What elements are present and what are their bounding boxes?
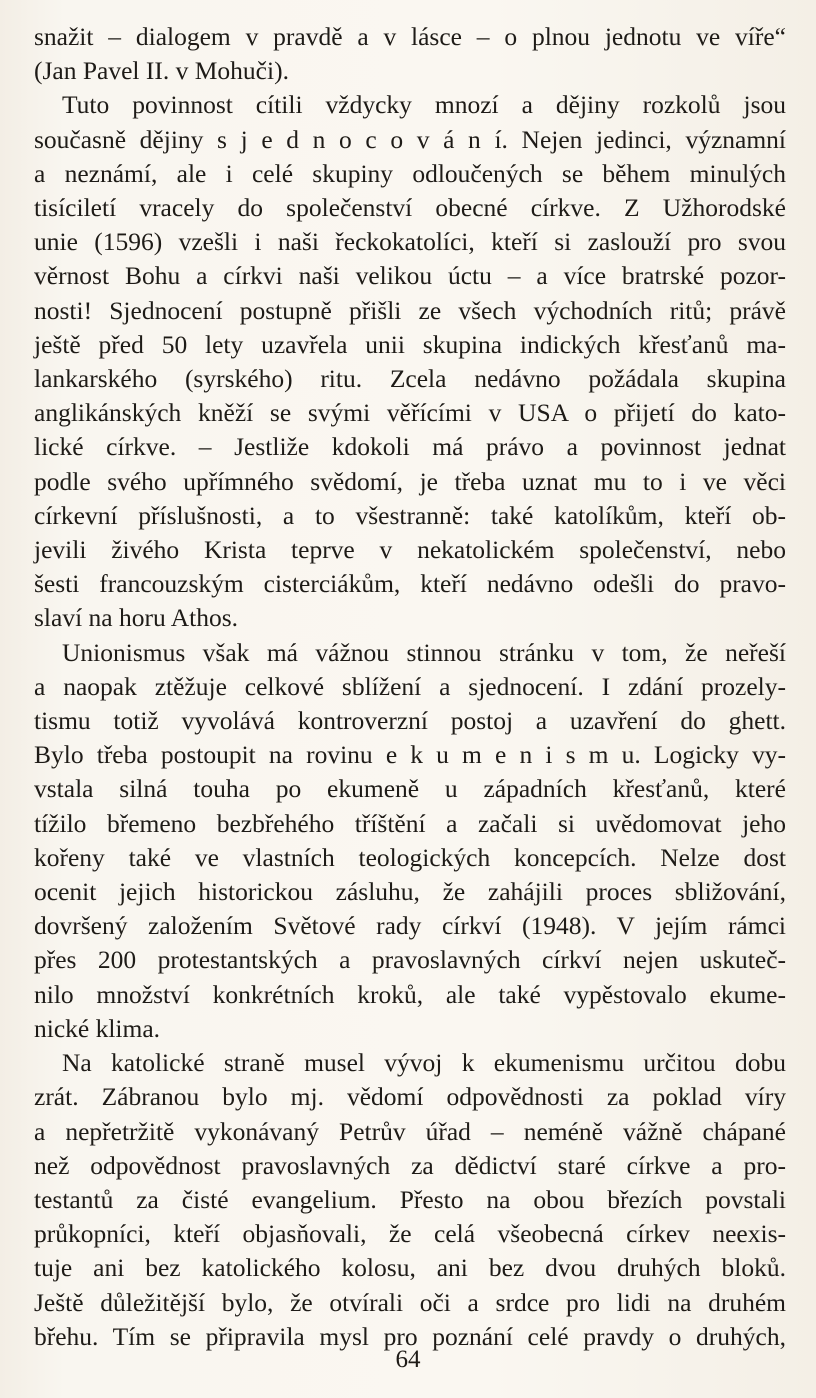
text-line: tížilo břemeno bezbřehého tříštění a začali si uvědomovat jeho [34, 808, 786, 838]
text-line: církevní příslušnosti, a to všestranně: také katolíkům, kteří ob- [34, 500, 786, 530]
text-line: nosti! Sjednocení postupně přišli ze všech východních ritů; právě [34, 295, 786, 325]
text-line: tisíciletí vracely do společenství obecné církve. Z Užhorodské [34, 193, 786, 223]
text-line: a nepřetržitě vykonávaný Petrův úřad – neméně vážně chápané [34, 1116, 786, 1146]
text-line: vstala silná touha po ekumeně u západních křesťanů, které [34, 774, 786, 804]
text-line: Tuto povinnost cítili vždycky mnozí a dějiny rozkolů jsou [62, 90, 786, 120]
text-line: ještě před 50 lety uzavřela unii skupina indických křesťanů ma- [34, 329, 786, 359]
text-line: věrnost Bohu a církvi naši velikou úctu – a více bratrské pozor- [34, 261, 786, 291]
text-line: unie (1596) vzešli i naši řeckokatolíci, kteří si zaslouží pro svou [34, 227, 786, 257]
text-line: průkopníci, kteří objasňovali, že celá všeobecná církev neexis- [34, 1219, 786, 1249]
text-line: tismu totiž vyvolává kontroverzní postoj a uzavření do ghett. [34, 706, 786, 736]
text-line: nilo množství konkrétních kroků, ale také vypěstovalo ekume- [34, 979, 786, 1009]
paragraph [34, 88, 786, 635]
text-line: Ještě důležitější bylo, že otvírali oči a srdce pro lidi na druhém [34, 1287, 786, 1317]
text-line: současně dějiny s j e d n o c o v á n í. Nejen jedinci, významní [34, 124, 786, 154]
text-line: a neznámí, ale i celé skupiny odloučených se během minulých [34, 158, 786, 188]
text-line: lické církve. – Jestliže kdokoli má právo a povinnost jednat [34, 432, 786, 462]
text-line: ocenit jejich historickou zásluhu, že zahájili proces sbližování, [34, 877, 786, 907]
text-line: šesti francouzským cisterciákům, kteří nedávno odešli do pravo- [34, 569, 786, 599]
text-line: Bylo třeba postoupit na rovinu e k u m e n i s m u. Logicky vy- [34, 740, 786, 770]
page-number: 64 [395, 1346, 421, 1373]
paragraph [34, 20, 786, 88]
text-line: snažit – dialogem v pravdě a v lásce – o plnou jednotu ve víře“ [34, 22, 786, 51]
paragraph [34, 1046, 786, 1354]
text-line: testantů za čisté evangelium. Přesto na obou březích povstali [34, 1184, 786, 1214]
text-line: jevili živého Krista teprve v nekatolickém společenství, nebo [34, 535, 786, 565]
text-line: Na katolické straně musel vývoj k ekumenismu určitou dobu [62, 1048, 786, 1078]
text-line: dovršený založením Světové rady církví (1948). V jejím rámci [34, 911, 786, 941]
paragraph [34, 636, 786, 1046]
text-line: než odpovědnost pravoslavných za dědictví staré církve a pro- [34, 1150, 786, 1180]
text-line: břehu. Tím se připravila mysl pro poznání celé pravdy o druhých, [34, 1321, 786, 1351]
text-line: tuje ani bez katolického kolosu, ani bez dvou druhých bloků. [34, 1253, 786, 1283]
text-line: (Jan Pavel II. v Mohuči). [34, 56, 289, 86]
body-text [34, 20, 786, 1354]
text-line: kořeny také ve vlastních teologických koncepcích. Nelze dost [34, 842, 786, 872]
text-line: slaví na horu Athos. [34, 603, 238, 633]
text-line: anglikánských kněží se svými věřícími v USA o přijetí do kato- [34, 398, 786, 428]
text-line: Unionismus však má vážnou stinnou stránku v tom, že neřeší [62, 637, 786, 667]
text-line: lankarského (syrského) ritu. Zcela nedávno požádala skupina [34, 364, 786, 394]
text-line: zrát. Zábranou bylo mj. vědomí odpovědnosti za poklad víry [34, 1082, 786, 1112]
text-line: nické klima. [34, 1013, 161, 1043]
text-line: a naopak ztěžuje celkové sblížení a sjednocení. I zdání prozely- [34, 671, 786, 701]
text-line: přes 200 protestantských a pravoslavných církví nejen uskuteč- [34, 945, 786, 975]
text-line: podle svého upřímného svědomí, je třeba uznat mu to i ve věci [34, 466, 786, 496]
